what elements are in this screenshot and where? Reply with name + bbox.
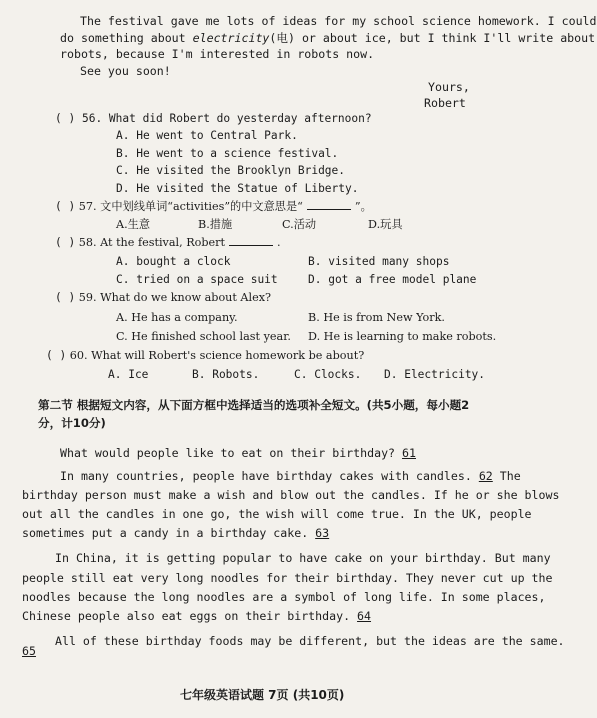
option-56-b: B. He went to a science festival. bbox=[116, 147, 339, 160]
passage-text: The bbox=[499, 469, 521, 483]
option-57-a: A.生意 bbox=[116, 218, 151, 231]
letter-line-2 bbox=[60, 31, 595, 45]
option-59-b: B. He is from New York. bbox=[308, 311, 445, 324]
question-56 bbox=[55, 112, 372, 126]
option-56-d: D. He visited the Statue of Liberty. bbox=[116, 182, 359, 195]
question-60 bbox=[46, 349, 364, 363]
passage-line-1 bbox=[60, 446, 416, 460]
question-59 bbox=[55, 291, 271, 305]
option-59-d: D. He is learning to make robots. bbox=[308, 330, 497, 343]
passage-line-2 bbox=[60, 469, 521, 483]
option-59-a: A. He has a company. bbox=[116, 311, 238, 324]
answer-paren[interactable]: ( ) bbox=[55, 200, 76, 213]
question-stem: 59. What do we know about Alex? bbox=[78, 291, 272, 304]
option-60-b: B. Robots. bbox=[192, 368, 260, 381]
question-stem: 56. What did Robert do yesterday afternoon? bbox=[81, 112, 372, 125]
letter-line-3: robots, because I'm interested in robots now. bbox=[60, 47, 375, 61]
passage-line-6: In China, it is getting popular to have cake on your birthday. But many bbox=[55, 551, 551, 565]
option-58-c: C. tried on a space suit bbox=[116, 273, 278, 286]
passage-line-10: All of these birthday foods may be different, but the ideas are the same. bbox=[55, 634, 565, 648]
question-stem-end: . bbox=[276, 236, 281, 249]
option-58-a: A. bought a clock bbox=[116, 255, 231, 268]
passage-text: sometimes put a candy in a birthday cake. bbox=[22, 526, 309, 540]
question-58 bbox=[55, 236, 281, 250]
passage-text: In many countries, people have birthday cakes with candles. bbox=[60, 469, 472, 483]
option-60-c: C. Clocks. bbox=[294, 368, 362, 381]
passage-line-5 bbox=[22, 526, 329, 540]
answer-paren[interactable]: ( ) bbox=[46, 349, 67, 362]
option-58-b: B. visited many shops bbox=[308, 255, 450, 268]
option-60-d: D. Electricity. bbox=[384, 368, 486, 381]
letter-italic-word: electricity bbox=[192, 31, 270, 45]
letter-line-1: The festival gave me lots of ideas for my school science homework. I could bbox=[80, 14, 597, 28]
option-59-c: C. He finished school last year. bbox=[116, 330, 291, 343]
passage-line-3: birthday person must make a wish and blow out the candles. If he or she blows bbox=[22, 488, 560, 502]
section-title-cont: 分，计10分) bbox=[38, 416, 106, 430]
question-stem: 58. At the festival, Robert bbox=[78, 236, 225, 249]
option-57-b: B.措施 bbox=[198, 218, 233, 231]
blank-63[interactable]: 63 bbox=[315, 526, 330, 540]
answer-blank bbox=[229, 236, 273, 246]
question-stem: 60. What will Robert's science homework be about? bbox=[69, 349, 365, 362]
option-57-d: D.玩具 bbox=[368, 218, 403, 231]
answer-paren[interactable]: ( ) bbox=[55, 291, 76, 304]
blank-61[interactable]: 61 bbox=[402, 446, 416, 460]
blank-64[interactable]: 64 bbox=[357, 609, 372, 623]
option-56-a: A. He went to Central Park. bbox=[116, 129, 298, 142]
blank-62[interactable]: 62 bbox=[478, 469, 493, 483]
letter-line-4: See you soon! bbox=[80, 64, 171, 78]
passage-text: Chinese people also eat eggs on their birthday. bbox=[22, 609, 351, 623]
letter-text: do something about bbox=[60, 31, 193, 45]
passage-line-9 bbox=[22, 609, 371, 623]
passage-line-4: out all the candles in one go, the wish will come true. In the UK, people bbox=[22, 507, 532, 521]
letter-signature: Robert bbox=[424, 96, 466, 110]
passage-line-7: people still eat very long noodles for their birthday. They never cut up the bbox=[22, 571, 553, 585]
answer-paren[interactable]: ( ) bbox=[55, 236, 76, 249]
letter-closing: Yours, bbox=[428, 80, 470, 94]
option-57-c: C.活动 bbox=[282, 218, 317, 231]
blank-65[interactable]: 65 bbox=[22, 644, 36, 658]
answer-blank bbox=[307, 200, 351, 210]
section-title: 第二节 根据短文内容，从下面方框中选择适当的选项补全短文。(共5小题，每小题2 bbox=[38, 398, 470, 412]
page-footer: 七年级英语试题 7页 (共10页) bbox=[180, 688, 345, 702]
question-stem-end: ”。 bbox=[354, 200, 372, 213]
option-60-a: A. Ice bbox=[108, 368, 149, 381]
answer-paren[interactable]: ( ) bbox=[55, 112, 76, 125]
question-57 bbox=[55, 200, 372, 214]
option-58-d: D. got a free model plane bbox=[308, 273, 477, 286]
letter-text: (电) or about ice, but I think I'll write about bbox=[269, 31, 596, 45]
option-56-c: C. He visited the Brooklyn Bridge. bbox=[116, 164, 346, 177]
passage-text: What would people like to eat on their birthday? bbox=[60, 446, 396, 460]
passage-line-8: noodles because the long noodles are a symbol of long life. In some places, bbox=[22, 590, 546, 604]
question-stem: 57. 文中划线单词“activities”的中文意思是“ bbox=[78, 200, 303, 213]
